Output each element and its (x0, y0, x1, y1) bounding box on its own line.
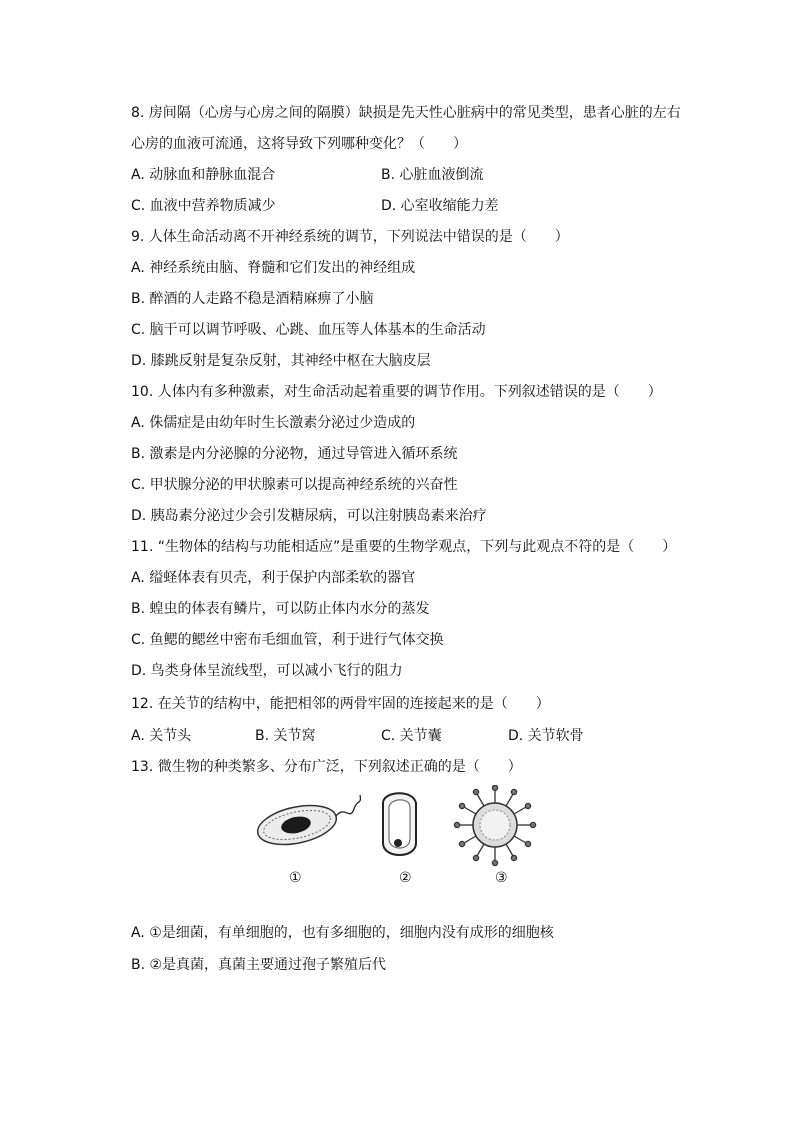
virus-illustration (454, 785, 535, 865)
q11-option-c: C. 鱼鳃的鳃丝中密布毛细血管，利于进行气体交换 (131, 632, 444, 648)
q11-option-b: B. 蝗虫的体表有鳞片，可以防止体内水分的蒸发 (131, 601, 430, 617)
q8-stem-line2: 心房的血液可流通，这将导致下列哪种变化？（ ） (131, 136, 467, 152)
bacterium-illustration (254, 795, 360, 851)
q12-option-d: D. 关节软骨 (508, 728, 584, 744)
q11-option-a: A. 缢蛏体表有贝壳，利于保护内部柔软的器官 (131, 570, 416, 586)
q10-stem: 10. 人体内有多种激素，对生命活动起着重要的调节作用。下列叙述错误的是（ ） (131, 384, 662, 400)
figure-label-2: ② (399, 870, 412, 886)
q13-option-b: B. ②是真菌，真菌主要通过孢子繁殖后代 (131, 957, 387, 973)
q10-option-c: C. 甲状腺分泌的甲状腺素可以提高神经系统的兴奋性 (131, 477, 458, 493)
microorganism-figure (250, 785, 550, 890)
q8-option-a: A. 动脉血和静脉血混合 (131, 167, 276, 183)
yeast-illustration (383, 793, 416, 855)
q9-option-c: C. 脑干可以调节呼吸、心跳、血压等人体基本的生命活动 (131, 322, 486, 338)
q8-stem-line1: 8. 房间隔（心房与心房之间的隔膜）缺损是先天性心脏病中的常见类型，患者心脏的左右 (131, 105, 681, 121)
q8-option-d: D. 心室收缩能力差 (381, 198, 499, 214)
q12-option-b: B. 关节窝 (255, 728, 316, 744)
q13-option-a: A. ①是细菌，有单细胞的，也有多细胞的，细胞内没有成形的细胞核 (131, 925, 554, 941)
q12-option-c: C. 关节囊 (381, 728, 442, 744)
figure-label-3: ③ (495, 870, 508, 886)
q8-option-c: C. 血液中营养物质减少 (131, 198, 276, 214)
q9-option-d: D. 膝跳反射是复杂反射，其神经中枢在大脑皮层 (131, 353, 431, 369)
q10-option-d: D. 胰岛素分泌过少会引发糖尿病，可以注射胰岛素来治疗 (131, 508, 487, 524)
q9-option-b: B. 醉酒的人走路不稳是酒精麻痹了小脑 (131, 291, 374, 307)
q12-option-a: A. 关节头 (131, 728, 192, 744)
figure-label-1: ① (289, 870, 302, 886)
q10-option-b: B. 激素是内分泌腺的分泌物，通过导管进入循环系统 (131, 446, 458, 462)
q9-stem: 9. 人体生命活动离不开神经系统的调节，下列说法中错误的是（ ） (131, 229, 569, 245)
q8-option-b: B. 心脏血液倒流 (381, 167, 484, 183)
q12-stem: 12. 在关节的结构中，能把相邻的两骨牢固的连接起来的是（ ） (131, 696, 550, 712)
q9-option-a: A. 神经系统由脑、脊髓和它们发出的神经组成 (131, 260, 416, 276)
q11-stem: 11. “生物体的结构与功能相适应”是重要的生物学观点，下列与此观点不符的是（ ） (131, 539, 677, 555)
q10-option-a: A. 侏儒症是由幼年时生长激素分泌过少造成的 (131, 415, 416, 431)
q11-option-d: D. 鸟类身体呈流线型，可以减小飞行的阻力 (131, 663, 403, 679)
q13-stem: 13. 微生物的种类繁多、分布广泛，下列叙述正确的是（ ） (131, 759, 522, 775)
microorganism-illustrations (250, 785, 550, 870)
